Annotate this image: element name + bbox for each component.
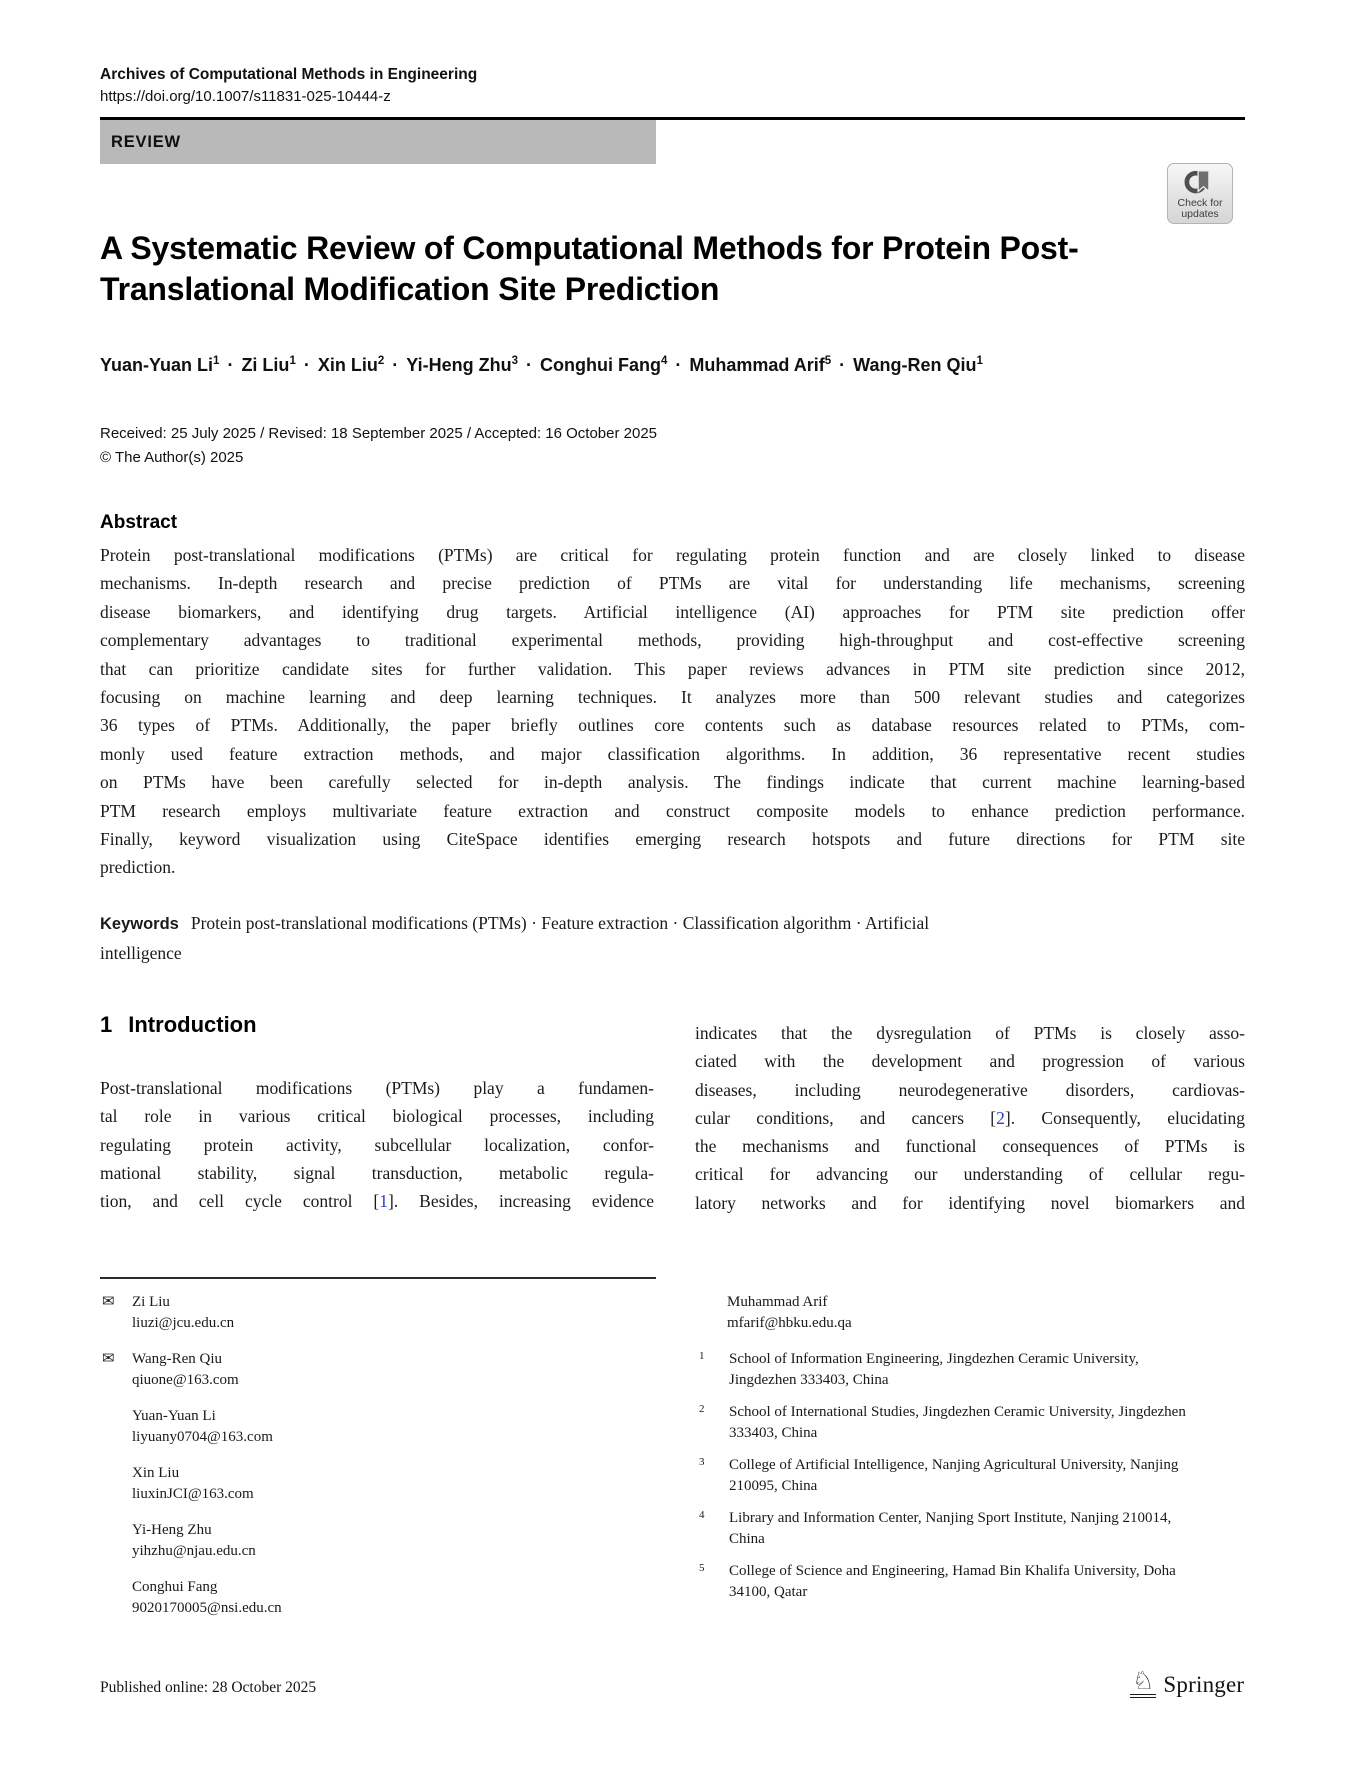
section-title: Introduction — [128, 1012, 257, 1037]
text-line: mational stability, signal transduction, metabolic regula- — [100, 1162, 654, 1183]
check-updates-label-1: Check for — [1177, 197, 1223, 209]
contact-name: Muhammad Arif — [727, 1294, 828, 1310]
text-line: Protein post-translational modifications (PTMs) are critical for regulating protein function and are closely linked to disease — [100, 545, 1245, 565]
text-line: on PTMs have been carefully selected for in-depth analysis. The findings indicate that current machine learning-based — [100, 772, 1245, 793]
affiliation-text: College of Artificial Intelligence, Nanjing Agricultural University, Nanjing 210095, China — [729, 1457, 1179, 1494]
affiliation-number: 1 — [699, 1350, 705, 1362]
affiliation-list — [695, 1349, 1250, 1603]
article-type-label: REVIEW — [111, 132, 181, 151]
keywords-text-2: intelligence — [100, 942, 182, 963]
keywords-line-1 — [100, 909, 1245, 939]
text-line: latory networks and for identifying novel biomarkers and — [695, 1192, 1245, 1213]
author-separator: · — [392, 355, 399, 375]
affiliation-text: Library and Information Center, Nanjing Sport Institute, Nanjing 210014, China — [729, 1510, 1172, 1547]
section-number: 1 — [100, 1012, 113, 1037]
author-list — [100, 355, 1260, 376]
affiliation-superscript: 1 — [976, 355, 983, 367]
intro-right-column — [695, 1019, 1245, 1217]
text-line: disease biomarkers, and identifying drug targets. Artificial intelligence (AI) approaches for PTM site prediction offer — [100, 601, 1245, 622]
article-dates: Received: 25 July 2025 / Revised: 18 September 2025 / Accepted: 16 October 2025 — [100, 425, 658, 442]
published-online: Published online: 28 October 2025 — [100, 1679, 317, 1696]
footnote-right-column — [695, 1292, 1250, 1614]
article-title — [100, 228, 1260, 310]
text-line: ciated with the development and progression of various — [695, 1051, 1245, 1072]
crossmark-icon — [1181, 168, 1219, 198]
envelope-icon: ✉ — [102, 1294, 115, 1310]
text-line: focusing on machine learning and deep learning techniques. It analyzes more than 500 relevant studies and categorizes — [100, 687, 1245, 708]
affiliation-number: 2 — [699, 1403, 705, 1415]
email-link[interactable]: mfarif@hbku.edu.qa — [727, 1315, 852, 1331]
corresponding-contacts — [100, 1292, 656, 1634]
email-link[interactable]: yihzhu@njau.edu.cn — [132, 1543, 256, 1559]
email-link[interactable]: liuxinJCI@163.com — [132, 1486, 254, 1502]
contact-name: Zi Liu — [132, 1294, 170, 1310]
springer-knight-icon: ♘ — [1130, 1668, 1156, 1698]
author-separator: · — [675, 355, 682, 375]
springer-logo — [1130, 1668, 1244, 1698]
affiliation-number: 4 — [699, 1509, 705, 1521]
text-line: Post-translational modifications (PTMs) play a fundamen- — [100, 1078, 654, 1098]
keywords-block — [100, 909, 1245, 967]
text-line: tal role in various critical biological processes, including — [100, 1106, 654, 1127]
author-name: Xin Liu$^2$ — [317, 355, 385, 375]
email-link[interactable]: liuzi@jcu.edu.cn — [132, 1315, 235, 1331]
affiliation-superscript: 1 — [213, 355, 220, 367]
envelope-icon: ✉ — [102, 1351, 115, 1367]
text-line: mechanisms. In-depth research and precise prediction of PTMs are vital for understanding life mechanisms, screening — [100, 573, 1245, 594]
text-line: PTM research employs multivariate feature extraction and construct composite models to enhance prediction performance. — [100, 800, 1245, 821]
text-line: prediction. — [100, 857, 176, 878]
text-line: indicates that the dysregulation of PTMs is closely asso- — [695, 1023, 1245, 1043]
author-separator: · — [839, 355, 846, 375]
email-link[interactable]: 9020170005@nsi.edu.cn — [132, 1600, 282, 1616]
author-separator: · — [303, 355, 310, 375]
author-name: Wang-Ren Qiu$^1$ — [853, 355, 983, 375]
springer-wordmark: Springer — [1163, 1672, 1245, 1697]
doi-link[interactable]: https://doi.org/10.1007/s11831-025-10444-z — [100, 88, 391, 105]
corresponding-contact — [100, 1577, 656, 1619]
contact-name: Conghui Fang — [132, 1579, 218, 1595]
corresponding-contact — [100, 1406, 656, 1448]
email-link[interactable]: qiuone@163.com — [132, 1372, 239, 1388]
author-separator: · — [525, 355, 532, 375]
title-line-2: Translational Modification Site Prediction — [100, 271, 720, 307]
affiliation-superscript: 1 — [289, 355, 296, 367]
section-heading-introduction — [100, 1012, 257, 1038]
affiliation-superscript: 2 — [377, 355, 385, 367]
corresponding-contact — [100, 1349, 656, 1391]
abstract-text — [100, 541, 1245, 882]
journal-name: Archives of Computational Methods in Engineering — [100, 66, 478, 83]
text-line: Finally, keyword visualization using CiteSpace identifies emerging research hotspots and future directions for PTM site — [100, 829, 1245, 850]
corresponding-contact — [100, 1292, 656, 1334]
author-name: Zi Liu$^1$ — [241, 355, 296, 375]
author-name: Yi-Heng Zhu$^3$ — [406, 355, 518, 375]
author-name: Conghui Fang$^4$ — [539, 355, 668, 375]
text-line: the mechanisms and functional consequences of PTMs is — [695, 1136, 1245, 1157]
text-line: that can prioritize candidate sites for further validation. This paper reviews advances in PTM site prediction since 2012, — [100, 658, 1245, 679]
affiliation-superscript: 3 — [511, 355, 518, 367]
affiliation-number: 3 — [699, 1456, 705, 1468]
citation-link[interactable]: 2 — [996, 1107, 1005, 1128]
text-line: critical for advancing our understanding of cellular regu- — [695, 1164, 1245, 1185]
affiliation-item — [695, 1455, 1250, 1497]
contact-name: Wang-Ren Qiu — [132, 1351, 223, 1367]
text-line: complementary advantages to traditional experimental methods, providing high-throughput and cost-effective screening — [100, 630, 1245, 651]
author-name: Muhammad Arif$^5$ — [689, 355, 832, 375]
affiliation-item — [695, 1508, 1250, 1550]
footnote-rule — [100, 1277, 656, 1279]
text-line: regulating protein activity, subcellular localization, confor- — [100, 1134, 654, 1155]
corresponding-contact — [695, 1292, 1250, 1334]
corresponding-contact — [100, 1463, 656, 1505]
corresponding-contact — [100, 1520, 656, 1562]
affiliation-item — [695, 1349, 1250, 1391]
author-separator: · — [227, 355, 234, 375]
keywords-text-1: Protein post-translational modifications (PTMs) · Feature extraction · Classification algorithm · Artificial — [190, 913, 930, 933]
affiliation-item — [695, 1561, 1250, 1603]
contact-name: Yuan-Yuan Li — [132, 1408, 216, 1424]
text-line: monly used feature extraction methods, and major classification algorithms. In addition, 36 representative recent studies — [100, 743, 1245, 764]
author-name: Yuan-Yuan Li$^1$ — [100, 355, 220, 375]
copyright-line: © The Author(s) 2025 — [100, 449, 244, 466]
title-line-1: A Systematic Review of Computational Methods for Protein Post- — [100, 230, 1079, 266]
abstract-heading: Abstract — [100, 512, 178, 533]
text-line: 36 types of PTMs. Additionally, the paper briefly outlines core contents such as database resources related to PTMs, com- — [100, 715, 1245, 736]
check-for-updates-badge[interactable] — [1167, 163, 1233, 224]
affiliation-text: School of International Studies, Jingdezhen Ceramic University, Jingdezhen 333403, China — [729, 1404, 1186, 1441]
citation-link[interactable]: 1 — [379, 1191, 388, 1212]
affiliation-superscript: 4 — [660, 355, 668, 367]
keywords-label: Keywords — [100, 915, 179, 933]
contact-name: Yi-Heng Zhu — [132, 1522, 212, 1538]
text-line: tion, and cell cycle control [1]. Besides, increasing evidence — [100, 1191, 654, 1212]
affiliation-text: College of Science and Engineering, Hamad Bin Khalifa University, Doha 34100, Qatar — [729, 1563, 1176, 1600]
article-type-banner — [100, 120, 656, 164]
contact-name: Xin Liu — [132, 1465, 180, 1481]
text-line: diseases, including neurodegenerative disorders, cardiovas- — [695, 1079, 1245, 1100]
email-link[interactable]: liyuany0704@163.com — [132, 1429, 273, 1445]
check-updates-label-2: updates — [1181, 208, 1219, 220]
affiliation-superscript: 5 — [824, 355, 832, 367]
affiliation-number: 5 — [699, 1562, 705, 1574]
text-line: cular conditions, and cancers [2]. Consequently, elucidating — [695, 1107, 1245, 1128]
affiliation-item — [695, 1402, 1250, 1444]
intro-left-column — [100, 1074, 654, 1215]
affiliation-text: School of Information Engineering, Jingdezhen Ceramic University, Jingdezhen 333403, China — [729, 1351, 1139, 1388]
